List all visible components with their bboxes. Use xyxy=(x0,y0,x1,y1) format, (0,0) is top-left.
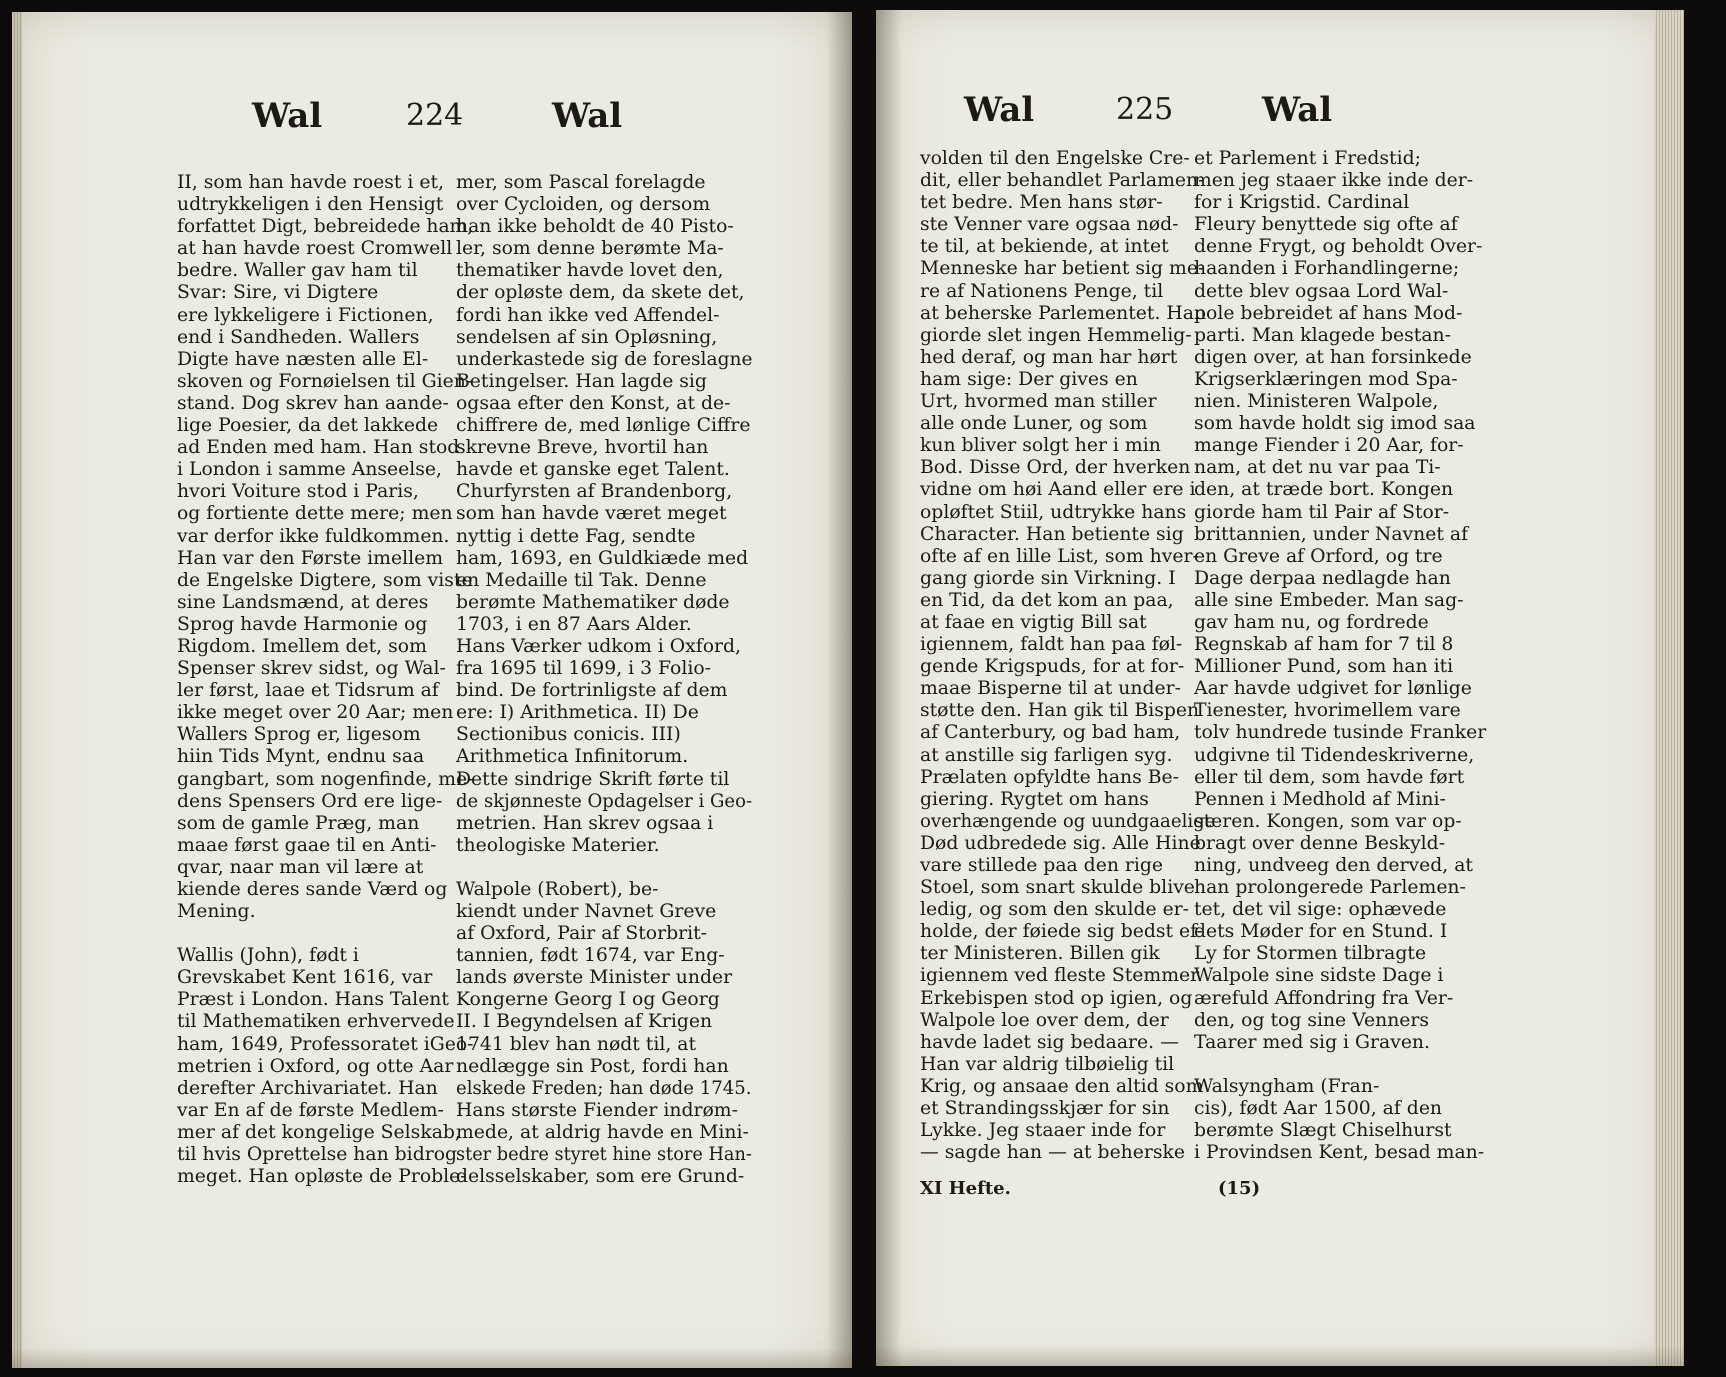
text-line: ogsaa efter den Konst, at de- xyxy=(456,392,731,414)
text-line: han prolongerede Parlemen- xyxy=(1194,877,1466,899)
text-line: der opløste dem, da skete det, xyxy=(456,282,745,304)
text-line: sine Landsmænd, at deres xyxy=(177,591,429,613)
text-line: berømte Mathematiker døde xyxy=(456,591,730,613)
text-line: skrevne Breve, hvortil han xyxy=(456,437,709,459)
text-line: Sectionibus conicis. III) xyxy=(456,724,681,746)
text-line: Walpole loe over dem, der xyxy=(920,1009,1169,1031)
header-word-right: Wal xyxy=(1262,90,1333,130)
text-line: igiennem ved fleste Stemmer. xyxy=(920,965,1204,987)
header-word-left: Wal xyxy=(964,90,1035,130)
page-number-right: 225 xyxy=(1116,92,1174,127)
text-line: giorde slet ingen Hemmelig- xyxy=(920,324,1192,346)
text-line: over Cycloiden, og dersom xyxy=(456,194,711,216)
text-line: ere: I) Arithmetica. II) De xyxy=(456,702,699,724)
text-line: den, at træde bort. Kongen xyxy=(1194,479,1454,501)
text-line: Hans Værker udkom i Oxford, xyxy=(456,635,741,657)
text-line: Regnskab af ham for 7 til 8 xyxy=(1194,634,1454,656)
text-line: Mening. xyxy=(177,901,256,923)
entry-line: Grevskabet Kent 1616, var xyxy=(177,967,433,989)
text-line: haanden i Forhandlingerne; xyxy=(1194,258,1460,280)
entry-line: kiendt under Navnet Greve xyxy=(456,901,717,922)
entry-line: 1741 blev han nødt til, at xyxy=(456,1033,697,1055)
text-line: ter Ministeren. Billen gik xyxy=(920,943,1160,965)
text-column-right-1 xyxy=(920,148,1220,1164)
text-line: Lykke. Jeg staaer inde for xyxy=(920,1120,1166,1142)
text-line: men jeg staaer ikke inde der- xyxy=(1194,170,1474,192)
text-line: Bod. Disse Ord, der hverken xyxy=(920,457,1191,479)
entry-line: meget. Han opløste de Proble- xyxy=(177,1166,467,1188)
text-line: theologiske Materier. xyxy=(456,834,660,856)
text-line: Erkebispen stod op igien, og xyxy=(920,987,1193,1009)
entry-line: Wallis (John), født i xyxy=(177,945,359,967)
entry-line: var En af de første Medlem- xyxy=(177,1099,444,1121)
text-line: havde et ganske eget Talent. xyxy=(456,459,730,481)
text-line: thematiker havde lovet den, xyxy=(456,260,724,282)
text-line: nyttig i dette Fag, sendte xyxy=(456,525,696,547)
text-line: i London i samme Anseelse, xyxy=(177,459,443,481)
text-line: forfattet Digt, bebreidede ham, xyxy=(177,216,474,238)
text-line: Aar havde udgivet for lønlige xyxy=(1194,678,1472,700)
text-line: som de gamle Præg, man xyxy=(177,812,420,834)
text-line: maae først gaae til en Anti- xyxy=(177,834,437,856)
text-line: Pennen i Medhold af Mini- xyxy=(1194,788,1446,810)
text-line: denne Frygt, og beholdt Over- xyxy=(1194,236,1483,258)
entry-line: mede, at aldrig havde en Mini- xyxy=(456,1121,749,1143)
text-line: II, som han havde roest i et, xyxy=(177,172,445,193)
page-edge-bottom xyxy=(876,1346,1684,1366)
signature-mark: XI Hefte. xyxy=(920,1178,1011,1199)
text-line: Fleury benyttede sig ofte af xyxy=(1194,214,1458,236)
text-line: Han var den Første imellem xyxy=(177,547,444,569)
text-line: parti. Man klagede bestan- xyxy=(1194,324,1451,346)
text-line: Stoel, som snart skulde blive xyxy=(920,877,1195,899)
text-line: ning, undveeg den derved, at xyxy=(1194,855,1473,876)
text-line: hvori Voiture stod i Paris, xyxy=(177,481,419,503)
text-line: Churfyrsten af Brandenborg, xyxy=(456,481,733,503)
text-line: 1703, i en 87 Aars Alder. xyxy=(456,613,692,635)
text-line: de Engelske Digtere, som viste xyxy=(177,569,473,591)
text-line: volden til den Engelske Cre- xyxy=(920,148,1190,169)
entry-line: mer af det kongelige Selskab, xyxy=(177,1121,461,1143)
entry-line: i Provindsen Kent, besad man- xyxy=(1194,1142,1485,1164)
text-line: Urt, hvormed man stiller xyxy=(920,391,1157,413)
text-line: Digte have næsten alle El- xyxy=(177,348,429,370)
text-line: støtte den. Han gik til Bispen xyxy=(920,700,1200,722)
text-line: Han var aldrig tilbøielig til xyxy=(920,1053,1175,1075)
text-line: maae Bisperne til at under- xyxy=(920,678,1181,700)
text-line: ikke meget over 20 Aar; men xyxy=(177,702,454,724)
text-line: alle sine Embeder. Man sag- xyxy=(1194,589,1464,611)
entry-line: Kongerne Georg I og Georg xyxy=(456,989,720,1011)
text-line: nam, at det nu var paa Ti- xyxy=(1194,457,1441,479)
text-line: som havde holdt sig imod saa xyxy=(1194,413,1476,435)
text-line: ler først, laae et Tidsrum af xyxy=(177,680,439,702)
text-line: tet bedre. Men hans stør- xyxy=(920,192,1163,214)
entry-line: derefter Archivariatet. Han xyxy=(177,1077,438,1099)
entry-line: ham, 1649, Professoratet iGeo- xyxy=(177,1033,474,1055)
text-line: Character. Han betiente sig xyxy=(920,523,1184,545)
text-line: dit, eller behandlet Parlamen- xyxy=(920,170,1205,192)
header-word-left: Wal xyxy=(252,96,323,136)
entry-line: delsselskaber, som ere Grund- xyxy=(456,1166,745,1188)
gutter-shadow-left xyxy=(826,12,852,1368)
entry-line: elskede Freden; han døde 1745. xyxy=(456,1077,752,1099)
text-line: Dage derpaa nedlagde han xyxy=(1194,567,1451,589)
text-line: for i Krigstid. Cardinal xyxy=(1194,192,1410,214)
text-line: bind. De fortrinligste af dem xyxy=(456,680,728,702)
text-line: dets Møder for en Stund. I xyxy=(1194,921,1448,943)
text-line: udgivne til Tidendeskriverne, xyxy=(1194,744,1475,766)
text-line: en Greve af Orford, og tre xyxy=(1194,545,1443,567)
text-line: lige Poesier, da det lakkede xyxy=(177,415,439,437)
text-line: kun bliver solgt her i min xyxy=(920,435,1161,457)
text-line: gav ham nu, og fordrede xyxy=(1194,611,1429,633)
text-line: chiffrere de, med lønlige Ciffre xyxy=(456,415,751,437)
text-line: ham sige: Der gives en xyxy=(920,368,1138,390)
text-line: — sagde han — at beherske xyxy=(920,1142,1186,1164)
entry-line: Walpole (Robert), be- xyxy=(456,878,659,900)
left-page xyxy=(12,12,852,1368)
text-column-left-1 xyxy=(177,172,477,1188)
text-line: Rigdom. Imellem det, som xyxy=(177,635,427,657)
text-line: Prælaten opfyldte hans Be- xyxy=(920,766,1180,788)
text-line: at han havde roest Cromwell xyxy=(177,238,453,260)
gutter-shadow-right xyxy=(876,10,902,1366)
text-line: end i Sandheden. Wallers xyxy=(177,326,420,348)
text-line: Arithmetica Infinitorum. xyxy=(456,746,689,768)
text-line: nien. Ministeren Walpole, xyxy=(1194,391,1439,413)
text-line: ofte af en lille List, som hver- xyxy=(920,545,1199,567)
text-line: ad Enden med ham. Han stod xyxy=(177,437,460,459)
text-line: og fortiente dette mere; men xyxy=(177,503,453,525)
text-line: en Tid, da det kom an paa, xyxy=(920,589,1174,611)
text-line: Betingelser. Han lagde sig xyxy=(456,370,707,392)
right-page xyxy=(876,10,1684,1366)
text-line: ler, som denne berømte Ma- xyxy=(456,238,724,260)
text-line: Wallers Sprog er, ligesom xyxy=(177,724,421,746)
text-line: sendelsen af sin Opløsning, xyxy=(456,326,718,348)
text-line: et Strandingsskjær for sin xyxy=(920,1098,1170,1120)
text-line: fordi han ikke ved Affendel- xyxy=(456,304,720,326)
entry-gap xyxy=(1194,1054,1494,1076)
text-line: hiin Tids Mynt, endnu saa xyxy=(177,746,425,768)
text-line: at faae en vigtig Bill sat xyxy=(920,611,1147,633)
text-line: mer, som Pascal forelagde xyxy=(456,172,706,193)
text-line: hed deraf, og man har hørt xyxy=(920,346,1178,368)
entry-line: af Oxford, Pair af Storbrit- xyxy=(456,923,707,945)
text-column-left-2 xyxy=(456,172,756,1188)
text-line: eller til dem, som havde ført xyxy=(1194,766,1465,788)
text-line: den, og tog sine Venners xyxy=(1194,1009,1430,1031)
text-line: giering. Rygtet om hans xyxy=(920,788,1149,810)
text-line: Sprog havde Harmonie og xyxy=(177,613,428,635)
text-line: bragt over denne Beskyld- xyxy=(1194,832,1446,854)
page-edges-left xyxy=(12,12,22,1368)
text-line: overhængende og uundgaaelige xyxy=(920,810,1216,832)
text-line: holde, der føiede sig bedst ef- xyxy=(920,921,1203,943)
entry-gap xyxy=(456,857,756,879)
entry-line: berømte Slægt Chiselhurst xyxy=(1194,1120,1452,1142)
text-line: te til, at bekiende, at intet xyxy=(920,236,1169,258)
text-line: udtrykkeligen i den Hensigt xyxy=(177,194,444,216)
text-line: Ly for Stormen tilbragte xyxy=(1194,943,1427,965)
text-line: kiende deres sande Værd og xyxy=(177,879,448,900)
entry-line: nedlægge sin Post, fordi han xyxy=(456,1055,729,1077)
entry-line: lands øverste Minister under xyxy=(456,967,733,989)
entry-line: II. I Begyndelsen af Krigen xyxy=(456,1011,713,1033)
text-line: gangbart, som nogenfinde, me- xyxy=(177,768,474,790)
running-header-left xyxy=(12,96,852,146)
text-line: bedre. Waller gav ham til xyxy=(177,260,418,282)
running-header-right xyxy=(876,90,1684,140)
entry-line: til hvis Oprettelse han bidrog xyxy=(177,1144,458,1166)
text-line: Dette sindrige Skrift førte til xyxy=(456,768,730,790)
text-line: skoven og Fornøielsen til Gien- xyxy=(177,370,473,392)
text-line: Krigserklæringen mod Spa- xyxy=(1194,368,1458,390)
text-line: Tienester, hvorimellem vare xyxy=(1194,700,1461,722)
text-line: stand. Dog skrev han aande- xyxy=(177,392,449,414)
text-line: tolv hundrede tusinde Franker xyxy=(1194,722,1487,744)
text-line: metrien. Han skrev ogsaa i xyxy=(456,812,714,834)
text-column-right-2 xyxy=(1194,148,1494,1164)
text-line: et Parlement i Fredstid; xyxy=(1194,148,1421,169)
text-line: Taarer med sig i Graven. xyxy=(1194,1031,1431,1053)
text-line: giorde ham til Pair af Stor- xyxy=(1194,501,1450,523)
text-line: som han havde været meget xyxy=(456,503,727,525)
text-line: havde ladet sig bedaare. — xyxy=(920,1031,1179,1053)
text-line: digen over, at han forsinkede xyxy=(1194,346,1472,368)
text-line: en Medaille til Tak. Denne xyxy=(456,569,707,591)
text-line: dette blev ogsaa Lord Wal- xyxy=(1194,280,1449,302)
text-line: Svar: Sire, vi Digtere xyxy=(177,282,379,304)
text-line: Spenser skrev sidst, og Wal- xyxy=(177,658,446,680)
text-line: gang giorde sin Virkning. I xyxy=(920,567,1176,589)
entry-gap xyxy=(177,923,477,945)
text-line: dens Spensers Ord ere lige- xyxy=(177,790,443,812)
text-line: Menneske har betient sig me- xyxy=(920,258,1205,280)
text-line: vidne om høi Aand eller ere i xyxy=(920,479,1196,501)
text-line: qvar, naar man vil lære at xyxy=(177,856,424,878)
text-line: Død udbredede sig. Alle Hine xyxy=(920,832,1201,854)
text-line: mange Fiender i 20 Aar, for- xyxy=(1194,435,1464,457)
text-line: steren. Kongen, som var op- xyxy=(1194,810,1462,832)
text-line: af Canterbury, og bad ham, xyxy=(920,722,1181,744)
text-line: var derfor ikke fuldkommen. xyxy=(177,525,450,547)
entry-line: Walsyngham (Fran- xyxy=(1194,1075,1380,1097)
sheet-number: (15) xyxy=(1218,1178,1261,1199)
entry-line: cis), født Aar 1500, af den xyxy=(1194,1097,1443,1119)
text-line: tet, det vil sige: ophævede xyxy=(1194,899,1447,921)
text-line: Walpole sine sidste Dage i xyxy=(1194,965,1444,987)
page-edges-right xyxy=(1654,10,1684,1366)
text-line: alle onde Luner, og som xyxy=(920,413,1148,435)
text-line: de skjønneste Opdagelser i Geo- xyxy=(456,790,753,812)
text-line: ere lykkeligere i Fictionen, xyxy=(177,304,434,326)
text-line: pole bebreidet af hans Mod- xyxy=(1194,302,1463,324)
entry-line: Hans største Fiender indrøm- xyxy=(456,1099,738,1121)
text-line: re af Nationens Penge, til xyxy=(920,280,1164,302)
page-edge-bottom xyxy=(12,1348,852,1368)
text-line: han ikke beholdt de 40 Pisto- xyxy=(456,216,734,238)
text-line: brittannien, under Navnet af xyxy=(1194,523,1469,545)
text-line: Krig, og ansaae den altid som xyxy=(920,1075,1204,1097)
entry-line: ster bedre styret hine store Han- xyxy=(456,1144,752,1166)
text-line: ste Venner vare ogsaa nød- xyxy=(920,214,1179,236)
page-number-left: 224 xyxy=(406,98,464,133)
entry-line: Præst i London. Hans Talent xyxy=(177,989,449,1011)
text-line: ærefuld Affondring fra Ver- xyxy=(1194,987,1454,1009)
header-word-right: Wal xyxy=(552,96,623,136)
text-line: gende Krigspuds, for at for- xyxy=(920,656,1185,678)
entry-line: metrien i Oxford, og otte Aar xyxy=(177,1055,454,1077)
text-line: igiennem, faldt han paa føl- xyxy=(920,634,1183,656)
text-line: vare stillede paa den rige xyxy=(920,855,1164,876)
text-line: ham, 1693, en Guldkiæde med xyxy=(456,547,749,569)
text-line: underkastede sig de foreslagne xyxy=(456,348,753,370)
text-line: ledig, og som den skulde er- xyxy=(920,899,1190,921)
text-line: opløftet Stiil, udtrykke hans xyxy=(920,501,1187,523)
entry-line: tannien, født 1674, var Eng- xyxy=(456,945,725,967)
text-line: at beherske Parlementet. Han xyxy=(920,302,1207,324)
text-line: Millioner Pund, som han iti xyxy=(1194,656,1454,678)
text-line: fra 1695 til 1699, i 3 Folio- xyxy=(456,658,712,680)
entry-line: til Mathematiken erhvervede xyxy=(177,1011,455,1033)
text-line: at anstille sig farligen syg. xyxy=(920,744,1173,766)
